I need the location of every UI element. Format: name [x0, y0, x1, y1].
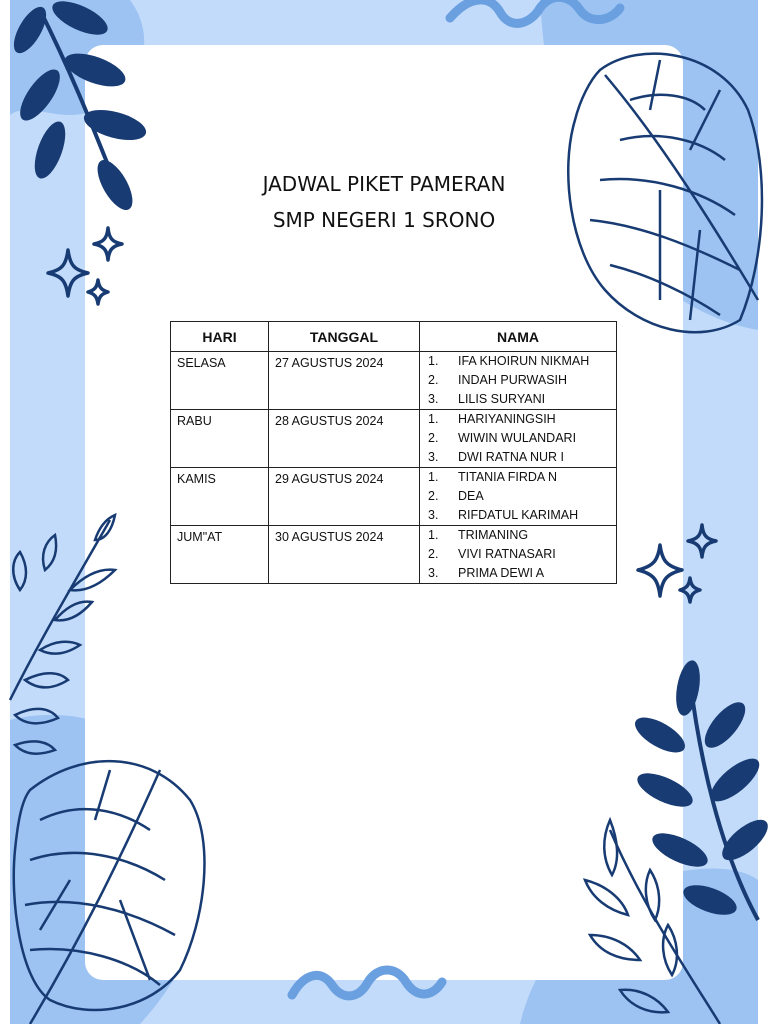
list-item — [420, 545, 616, 564]
cell-tanggal: 27 AGUSTUS 2024 — [269, 352, 420, 410]
schedule-table — [170, 321, 617, 584]
column-header-tanggal: TANGGAL — [269, 322, 420, 352]
list-item — [420, 526, 616, 545]
cell-hari: KAMIS — [171, 468, 269, 526]
person-name: DEA — [458, 489, 484, 503]
item-number: 1. — [428, 470, 439, 484]
page-subtitle: SMP NEGERI 1 SRONO — [272, 208, 496, 232]
table-row — [171, 410, 617, 468]
column-header-hari: HARI — [171, 322, 269, 352]
list-item — [420, 468, 616, 487]
name-list — [420, 468, 616, 525]
item-number: 1. — [428, 412, 439, 426]
page-title: JADWAL PIKET PAMERAN — [262, 172, 506, 196]
item-number: 2. — [428, 547, 439, 561]
item-number: 2. — [428, 431, 439, 445]
name-list — [420, 526, 616, 583]
item-number: 3. — [428, 392, 439, 406]
person-name: LILIS SURYANI — [458, 392, 546, 406]
person-name: WIWIN WULANDARI — [458, 431, 577, 445]
item-number: 2. — [428, 373, 439, 387]
cell-nama — [420, 352, 617, 410]
name-list — [420, 352, 616, 409]
cell-hari: RABU — [171, 410, 269, 468]
person-name: DWI RATNA NUR I — [458, 450, 565, 464]
table-row — [171, 526, 617, 584]
list-item — [420, 506, 616, 525]
table-row — [171, 468, 617, 526]
column-header-nama: NAMA — [420, 322, 617, 352]
person-name: HARIYANINGSIH — [458, 412, 556, 426]
item-number: 1. — [428, 528, 439, 542]
list-item — [420, 410, 616, 429]
person-name: IFA KHOIRUN NIKMAH — [458, 354, 590, 368]
cell-nama — [420, 526, 617, 584]
cell-tanggal: 28 AGUSTUS 2024 — [269, 410, 420, 468]
item-number: 2. — [428, 489, 439, 503]
person-name: TITANIA FIRDA N — [458, 470, 558, 484]
item-number: 3. — [428, 450, 439, 464]
name-list — [420, 410, 616, 467]
person-name: RIFDATUL KARIMAH — [458, 508, 579, 522]
table-header-row — [171, 322, 617, 352]
cell-nama — [420, 468, 617, 526]
list-item — [420, 429, 616, 448]
person-name: PRIMA DEWI A — [458, 566, 545, 580]
person-name: VIVI RATNASARI — [458, 547, 556, 561]
list-item — [420, 448, 616, 467]
list-item — [420, 390, 616, 409]
list-item — [420, 371, 616, 390]
item-number: 1. — [428, 354, 439, 368]
table-row — [171, 352, 617, 410]
title-block — [0, 166, 768, 238]
person-name: TRIMANING — [458, 528, 529, 542]
person-name: INDAH PURWASIH — [458, 373, 568, 387]
cell-hari: SELASA — [171, 352, 269, 410]
cell-hari: JUM"AT — [171, 526, 269, 584]
cell-tanggal: 30 AGUSTUS 2024 — [269, 526, 420, 584]
list-item — [420, 564, 616, 583]
cell-nama — [420, 410, 617, 468]
list-item — [420, 487, 616, 506]
cell-tanggal: 29 AGUSTUS 2024 — [269, 468, 420, 526]
item-number: 3. — [428, 566, 439, 580]
item-number: 3. — [428, 508, 439, 522]
list-item — [420, 352, 616, 371]
